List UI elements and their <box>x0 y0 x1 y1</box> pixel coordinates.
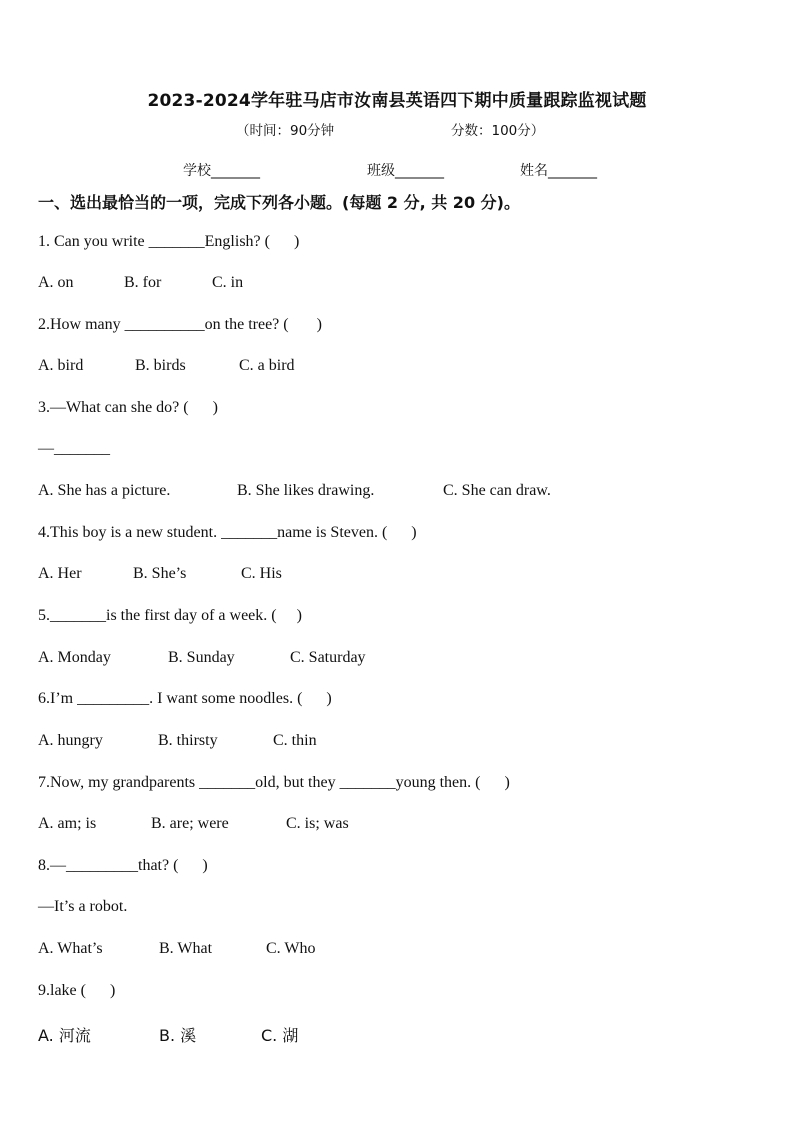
question-9-option-b: B. 溪 <box>159 1026 197 1045</box>
question-1-option-b: B. for <box>124 274 162 291</box>
question-7-option-c: C. is; was <box>286 815 349 832</box>
question-2-option-b: B. birds <box>135 357 186 374</box>
question-6-stem: 6.I’m _________. I want some noodles. ( ) <box>38 690 332 707</box>
question-8-option-a: A. What’s <box>38 940 103 957</box>
exam-title: 2023-2024学年驻马店市汝南县英语四下期中质量跟踪监视试题 <box>147 91 647 111</box>
question-3-option-c: C. She can draw. <box>443 482 551 499</box>
question-7-option-b: B. are; were <box>151 815 229 832</box>
question-4-option-b: B. She’s <box>133 565 187 582</box>
question-8-option-c: C. Who <box>266 940 316 957</box>
question-2-stem: 2.How many __________on the tree? ( ) <box>38 316 322 333</box>
class-field: 班级_______ <box>367 163 444 179</box>
question-5-option-b: B. Sunday <box>168 649 235 666</box>
exam-score: 分数：100分） <box>451 123 545 139</box>
question-1-option-c: C. in <box>212 274 244 291</box>
school-field: 学校_______ <box>183 163 260 179</box>
question-6-option-c: C. thin <box>273 732 317 749</box>
question-7-option-a: A. am; is <box>38 815 97 832</box>
question-9-option-c: C. 湖 <box>261 1026 299 1045</box>
question-8-stem: 8.—_________that? ( ) <box>38 857 208 874</box>
question-1-option-a: A. on <box>38 274 74 291</box>
question-5-option-c: C. Saturday <box>290 649 366 666</box>
question-6-option-b: B. thirsty <box>158 732 218 749</box>
question-2-option-a: A. bird <box>38 357 84 374</box>
question-5-option-a: A. Monday <box>38 649 111 666</box>
question-9-option-a: A. 河流 <box>38 1026 91 1045</box>
question-9-stem: 9.lake ( ) <box>38 982 116 999</box>
question-3-answer-line: —_______ <box>38 440 110 457</box>
question-4-option-c: C. His <box>241 565 282 582</box>
question-4-stem: 4.This boy is a new student. _______name is Steven. ( ) <box>38 524 417 541</box>
question-1-stem: 1. Can you write _______English? ( ) <box>38 233 300 250</box>
question-6-option-a: A. hungry <box>38 732 103 749</box>
name-field: 姓名_______ <box>520 163 597 179</box>
question-7-stem: 7.Now, my grandparents _______old, but they _______young then. ( ) <box>38 774 510 791</box>
question-4-option-a: A. Her <box>38 565 82 582</box>
question-5-stem: 5._______is the first day of a week. ( ) <box>38 607 302 624</box>
question-3-option-a: A. She has a picture. <box>38 482 171 499</box>
section-heading: 一、选出最恰当的一项，完成下列各小题。(每题 2 分, 共 20 分)。 <box>38 193 520 212</box>
question-2-option-c: C. a bird <box>239 357 295 374</box>
exam-time: （时间：90分钟 <box>236 123 335 139</box>
question-3-stem: 3.—What can she do? ( ) <box>38 399 218 416</box>
question-8-reply: —It’s a robot. <box>38 898 128 915</box>
question-3-option-b: B. She likes drawing. <box>237 482 375 499</box>
question-8-option-b: B. What <box>159 940 213 957</box>
